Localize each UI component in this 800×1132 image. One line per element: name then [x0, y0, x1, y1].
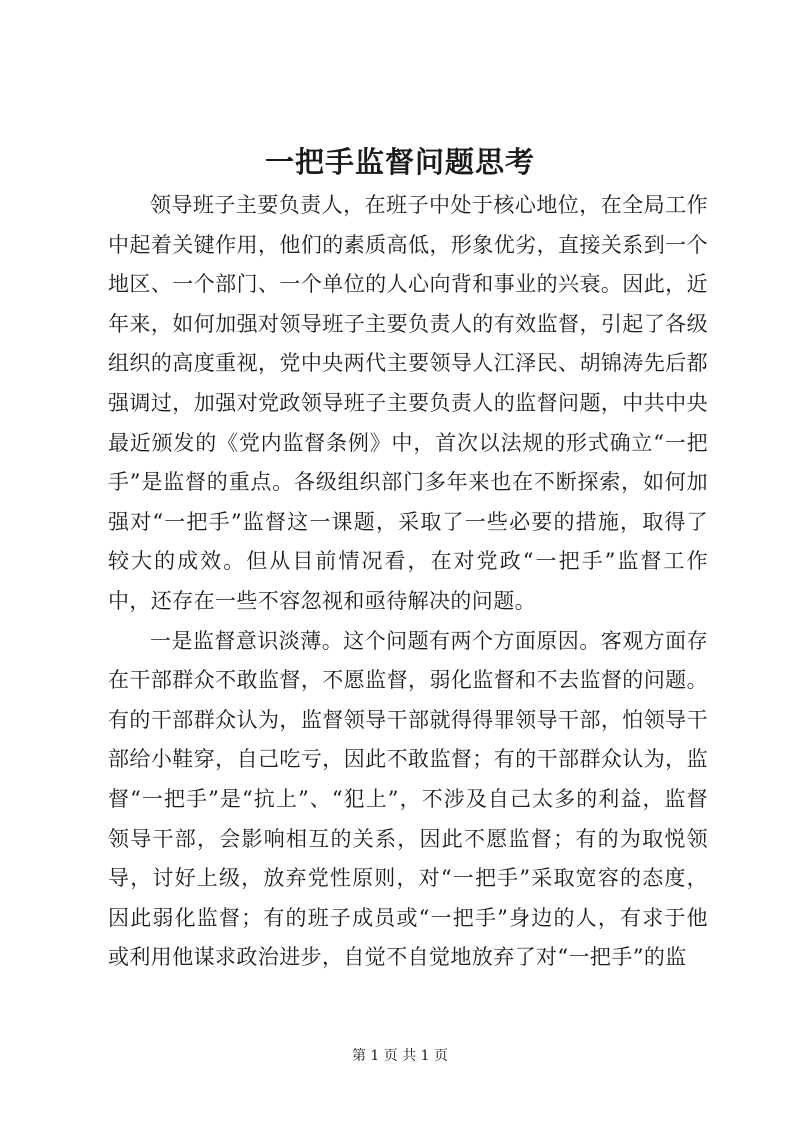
paragraph-intro: 领导班子主要负责人，在班子中处于核心地位，在全局工作中起着关键作用，他们的素质高低，形象优劣，直接关系到一个地区、一个部门、一个单位的人心向背和事业的兴衰。因此，近年来，如何加强对领导班子主要负责人的有效监督，引起了各级组织的高度重视，党中央两代主要领导人江泽民、胡锦涛先后都强调过，加强对党政领导班子主要负责人的监督问题，中共中央最近颁发的《党内监督条例》中，首次以法规的形式确立“一把手”是监督的重点。各级组织部门多年来也在不断探索，如何加强对“一把手”监督这一课题，采取了一些必要的措施，取得了较大的成效。但从目前情况看，在对党政“一把手”监督工作中，还存在一些不容忽视和亟待解决的问题。 [108, 193, 708, 613]
page-footer: 第 1 页 共 1 页 [351, 1048, 449, 1064]
document-body [108, 186, 708, 978]
paragraph-supervision-awareness: 一是监督意识淡薄。这个问题有两个方面原因。客观方面存在干部群众不敢监督，不愿监督，弱化监督和不去监督的问题。有的干部群众认为，监督领导干部就得得罪领导干部，怕领导干部给小鞋穿，自己吃亏，因此不敢监督；有的干部群众认为，监督“一把手”是“抗上”、“犯上”，不涉及自己太多的利益，监督领导干部，会影响相互的关系，因此不愿监督；有的为取悦领导，讨好上级，放弃党性原则，对“一把手”采取宽容的态度，因此弱化监督；有的班子成员或“一把手”身边的人，有求于他或利用他谋求政治进步，自觉不自觉地放弃了对“一把手”的监 [108, 628, 708, 970]
document-title: 一把手监督问题思考 [264, 145, 535, 179]
